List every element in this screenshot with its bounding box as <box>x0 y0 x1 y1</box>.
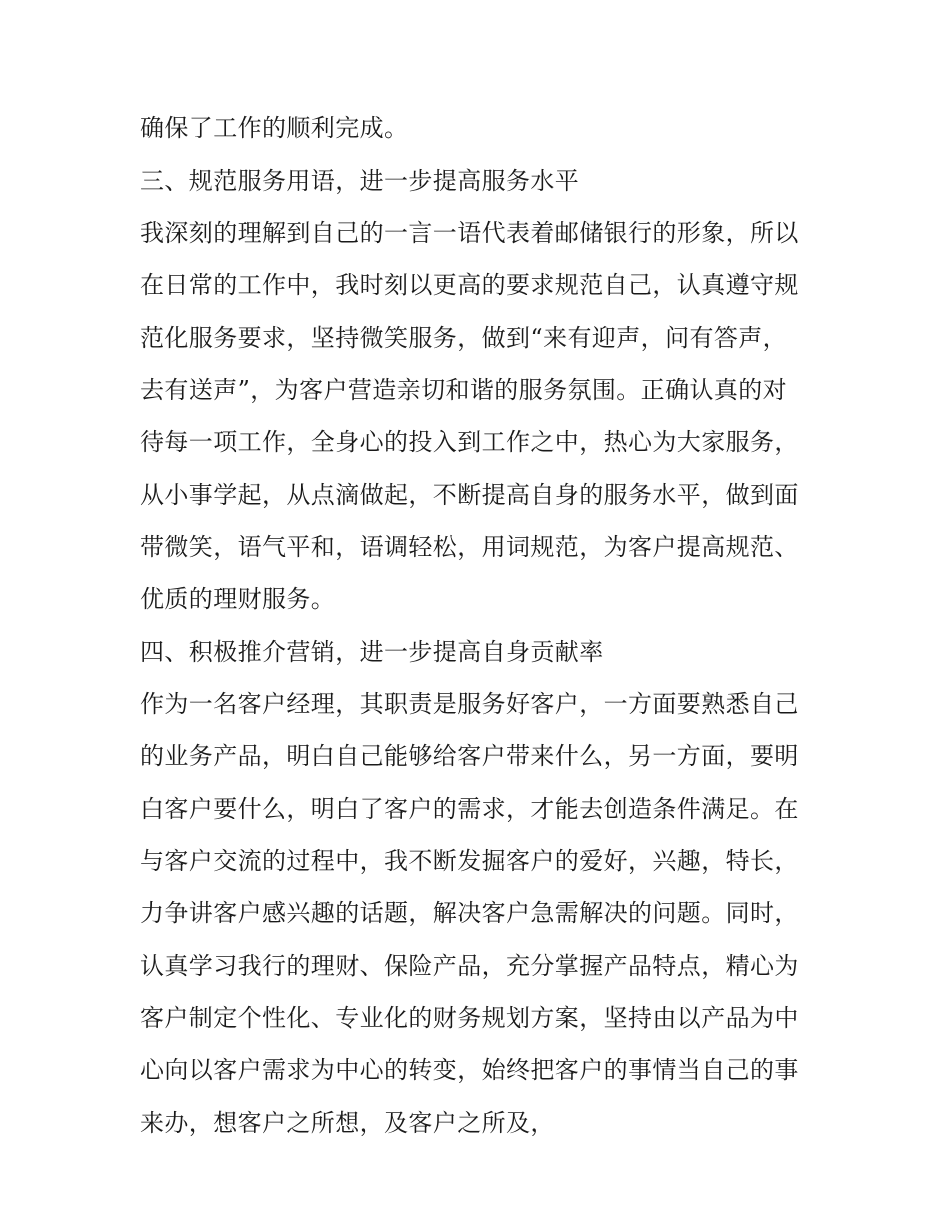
text-line: 从小事学起，从点滴做起，不断提高自身的服务水平，做到面 <box>140 481 799 509</box>
section-heading: 三、规范服务用语，进一步提高服务水平 <box>140 167 580 195</box>
text-line: 力争讲客户感兴趣的话题，解决客户急需解决的问题。同时， <box>140 899 799 927</box>
text-line: 客户制定个性化、专业化的财务规划方案，坚持由以产品为中 <box>140 1004 799 1032</box>
text-line: 与客户交流的过程中，我不断发掘客户的爱好，兴趣，特长， <box>140 847 799 875</box>
text-line: 来办，想客户之所想，及客户之所及， <box>140 1109 555 1137</box>
section-heading: 四、积极推介营销，进一步提高自身贡献率 <box>140 638 604 666</box>
text-line: 待每一项工作，全身心的投入到工作之中，热心为大家服务， <box>140 428 799 456</box>
text-line: 优质的理财服务。 <box>140 585 336 613</box>
text-line: 去有送声”，为客户营造亲切和谐的服务氛围。正确认真的对 <box>140 376 788 404</box>
text-line: 确保了工作的顺利完成。 <box>140 114 409 142</box>
text-line: 在日常的工作中，我时刻以更高的要求规范自己，认真遵守规 <box>140 271 799 299</box>
text-line: 我深刻的理解到自己的一言一语代表着邮储银行的形象，所以 <box>140 219 799 247</box>
text-line: 带微笑，语气平和，语调轻松，用词规范，为客户提高规范、 <box>140 533 799 561</box>
text-line: 范化服务要求，坚持微笑服务，做到“来有迎声，问有答声， <box>140 324 788 352</box>
text-line: 白客户要什么，明白了客户的需求，才能去创造条件满足。在 <box>140 795 799 823</box>
text-line: 作为一名客户经理，其职责是服务好客户，一方面要熟悉自己 <box>140 690 799 718</box>
text-line: 的业务产品，明白自己能够给客户带来什么，另一方面，要明 <box>140 742 799 770</box>
text-line: 认真学习我行的理财、保险产品，充分掌握产品特点，精心为 <box>140 952 799 980</box>
text-line: 心向以客户需求为中心的转变，始终把客户的事情当自己的事 <box>140 1056 799 1084</box>
